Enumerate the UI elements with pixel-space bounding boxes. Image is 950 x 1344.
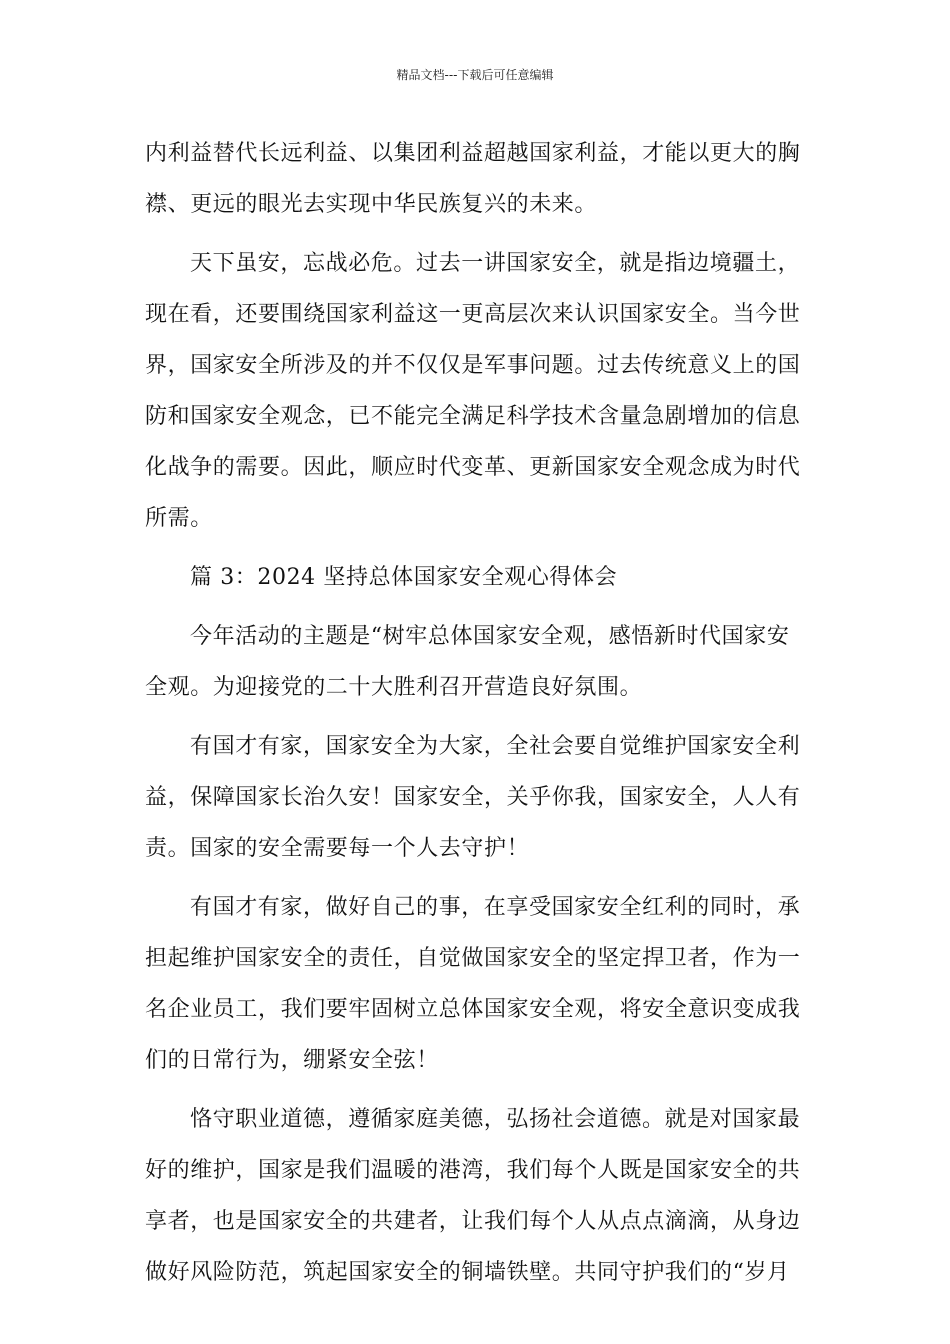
paragraph [145, 238, 805, 544]
text-line: 有国才有家，做好自己的事，在享受国家安全红利的同时，承 [190, 895, 801, 920]
text-line: 担起维护国家安全的责任，自觉做国家安全的坚定捍卫者，作为一 [145, 946, 801, 971]
text-line: 所需。 [145, 506, 213, 531]
text-line: 责。国家的安全需要每一个人去守护！ [145, 836, 530, 861]
text-line: 内利益替代长远利益、以集团利益超越国家利益，才能以更大的胸 [145, 141, 801, 166]
text-line: 做好风险防范，筑起国家安全的铜墙铁壁。共同守护我们的“岁月 [145, 1260, 790, 1285]
document-body [145, 128, 805, 1306]
paragraph [145, 882, 805, 1086]
text-line: 益，保障国家长治久安！国家安全，关乎你我，国家安全，人人有 [145, 785, 801, 810]
text-line: 名企业员工，我们要牢固树立总体国家安全观，将安全意识变成我 [145, 997, 801, 1022]
paragraph [145, 721, 805, 874]
text-line: 恪守职业道德，遵循家庭美德，弘扬社会道德。就是对国家最 [190, 1107, 801, 1132]
text-line: 全观。为迎接党的二十大胜利召开营造良好氛围。 [145, 675, 643, 700]
text-line: 享者，也是国家安全的共建者，让我们每个人从点点滴滴，从身边 [145, 1209, 801, 1234]
text-line: 防和国家安全观念，已不能完全满足科学技术含量急剧增加的信息 [145, 404, 801, 429]
text-line: 今年活动的主题是“树牢总体国家安全观，感悟新时代国家安 [190, 624, 790, 649]
text-line: 天下虽安，忘战必危。过去一讲国家安全，就是指边境疆土， [190, 251, 801, 276]
paragraph [145, 1094, 805, 1298]
text-line: 们的日常行为，绷紧安全弦！ [145, 1048, 439, 1073]
text-line: 有国才有家，国家安全为大家，全社会要自觉维护国家安全利 [190, 734, 801, 759]
paragraph [145, 611, 805, 713]
section-heading [145, 552, 805, 603]
text-line: 好的维护，国家是我们温暖的港湾，我们每个人既是国家安全的共 [145, 1158, 801, 1183]
paragraph [145, 128, 805, 230]
text-line: 现在看，还要围绕国家利益这一更高层次来认识国家安全。当今世 [145, 302, 801, 327]
text-line: 化战争的需要。因此，顺应时代变革、更新国家安全观念成为时代 [145, 455, 801, 480]
header-note: 精品文档---下载后可任意编辑 [396, 68, 554, 82]
text-line: 襟、更远的眼光去实现中华民族复兴的未来。 [145, 192, 598, 217]
text-line: 界，国家安全所涉及的并不仅仅是军事问题。过去传统意义上的国 [145, 353, 801, 378]
text-line: 篇 3：2024 坚持总体国家安全观心得体会 [190, 565, 618, 590]
